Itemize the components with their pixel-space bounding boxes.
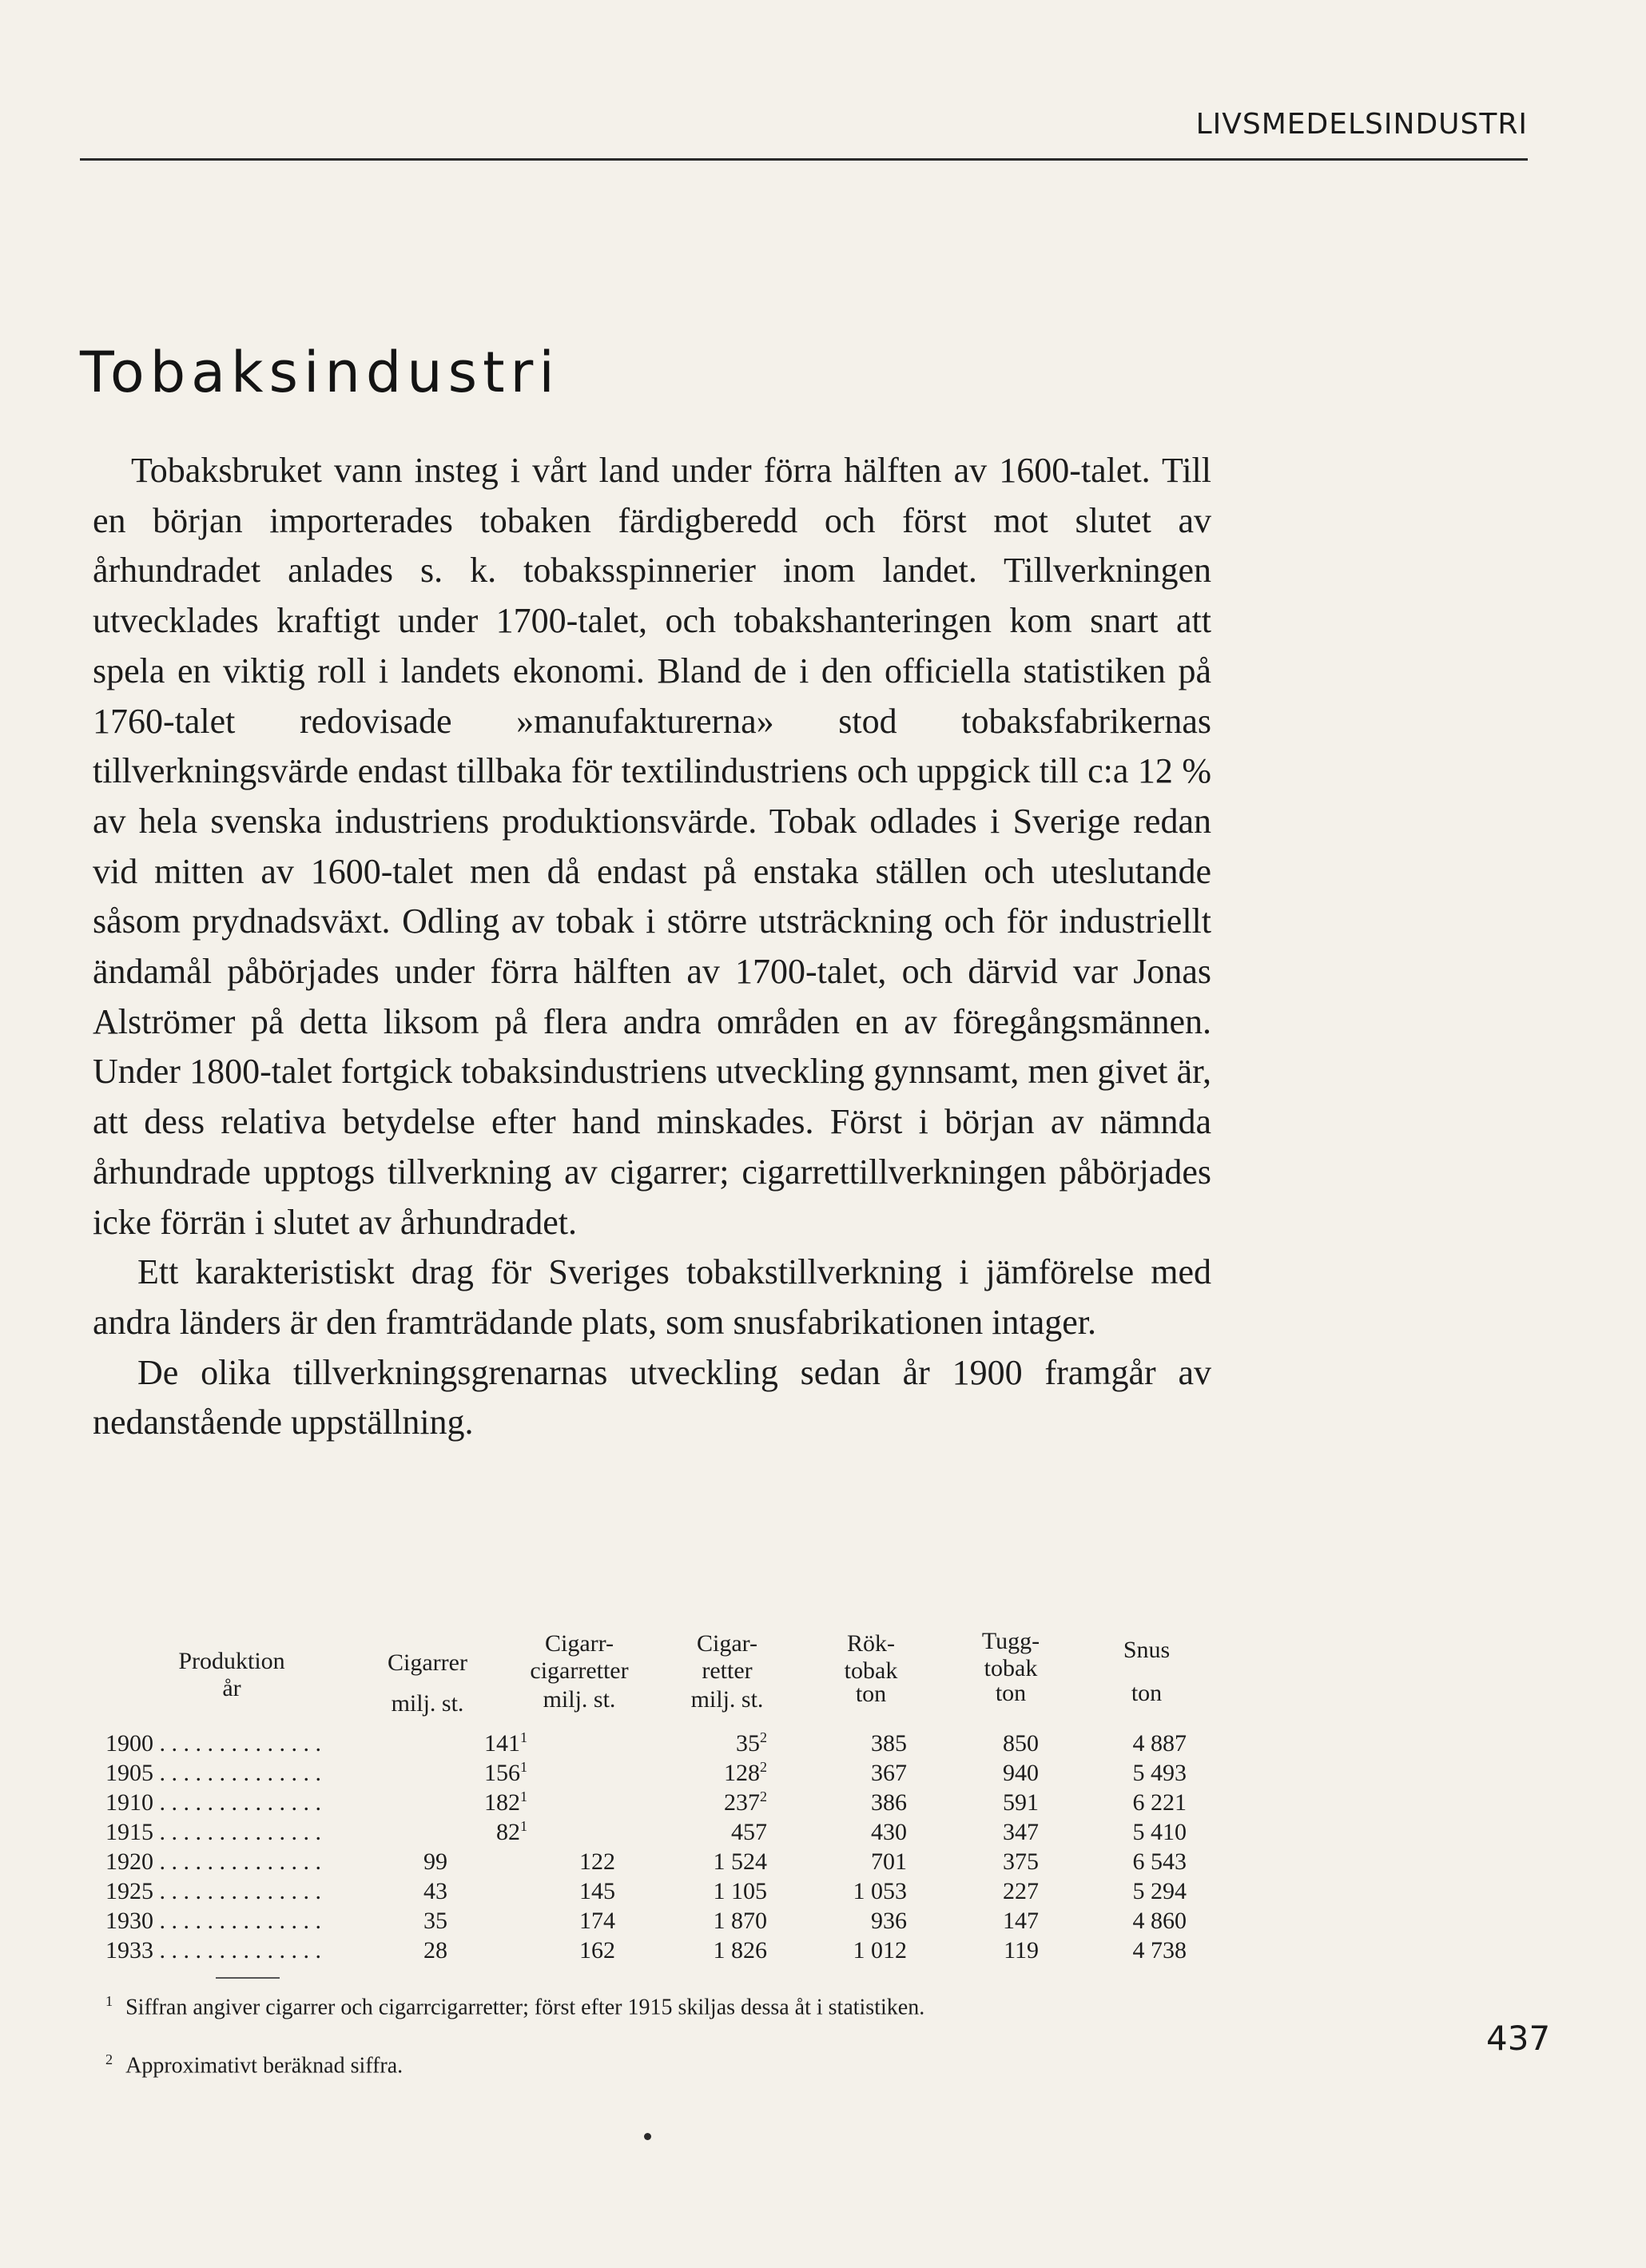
- cell-cigarretter: 1 105: [713, 1878, 767, 1904]
- cell-cigarrer: 28: [423, 1937, 447, 1964]
- table-row-year: 1930 . . . . . . . . . . . . . .: [105, 1908, 321, 1934]
- cell-cigarrer: 99: [423, 1848, 447, 1875]
- table-row-year: 1933 . . . . . . . . . . . . . .: [105, 1937, 321, 1964]
- cell-snus: 6 221: [1132, 1789, 1187, 1816]
- cell-roktobak: 936: [871, 1908, 907, 1934]
- paragraph: De olika tillverkningsgrenarnas utveckling sedan år 1900 framgår av nedanstående uppställning.: [93, 1352, 1211, 1442]
- body-text: [93, 446, 1211, 1448]
- column-unit: ton: [855, 1681, 887, 1707]
- column-unit: ton: [1131, 1680, 1163, 1706]
- cell-cigarrcigarretter: $182^1$: [484, 1789, 527, 1816]
- cell-tuggtobak: 375: [1003, 1848, 1039, 1875]
- table-row-year: 1915 . . . . . . . . . . . . . .: [105, 1819, 321, 1845]
- cell-cigarrcigarretter: $156^1$: [484, 1759, 527, 1786]
- paragraph: Ett karakteristiskt drag för Sveriges tobakstillverkning i jämförelse med andra länders är den framträdande plats, som snusfabrikationen intager.: [93, 1252, 1211, 1342]
- footnote: $^1$ Siffran angiver cigarrer och cigarrcigarretter; först efter 1915 skiljas dessa åt i statistiken.: [105, 1993, 925, 2020]
- footnote: $^2$ Approximativt beräknad siffra.: [105, 2051, 404, 2079]
- cell-tuggtobak: 227: [1003, 1878, 1039, 1904]
- column-unit: milj. st.: [391, 1690, 464, 1717]
- table-row-year: 1910 . . . . . . . . . . . . . .: [105, 1789, 321, 1816]
- column-header: Cigarr- cigarretter: [530, 1630, 629, 1684]
- ink-speck: [644, 2133, 651, 2140]
- column-header: Snus: [1123, 1637, 1171, 1663]
- cell-snus: 4 887: [1132, 1730, 1187, 1757]
- cell-cigarrcigarretter: $82^1$: [496, 1818, 527, 1845]
- page-number: 437: [1486, 2019, 1551, 2058]
- table-row-year: 1900 . . . . . . . . . . . . . .: [105, 1730, 321, 1757]
- cell-cigarretter: 1 870: [713, 1908, 767, 1934]
- cell-cigarretter: 1 826: [713, 1937, 767, 1964]
- cell-snus: 4 738: [1132, 1937, 1187, 1964]
- cell-roktobak: 1 053: [853, 1878, 907, 1904]
- section-title: Tobaksindustri: [80, 340, 560, 405]
- cell-tuggtobak: 147: [1003, 1908, 1039, 1934]
- column-header: Rök- tobak: [844, 1630, 898, 1684]
- column-unit: milj. st.: [690, 1686, 764, 1713]
- cell-roktobak: 701: [871, 1848, 907, 1875]
- table-row-year: 1905 . . . . . . . . . . . . . .: [105, 1760, 321, 1786]
- running-header: LIVSMEDELSINDUSTRI: [1195, 108, 1528, 141]
- cell-roktobak: 1 012: [853, 1937, 907, 1964]
- cell-tuggtobak: 347: [1003, 1819, 1039, 1845]
- cell-tuggtobak: 850: [1003, 1730, 1039, 1757]
- cell-cigarretter: $237^2$: [724, 1789, 767, 1816]
- cell-snus: 5 493: [1132, 1760, 1187, 1786]
- header-rule: [80, 158, 1528, 161]
- cell-snus: 5 294: [1132, 1878, 1187, 1904]
- cell-cigarretter: 1 524: [713, 1848, 767, 1875]
- cell-cigarrcigarretter: 174: [579, 1908, 615, 1934]
- footnote-rule: [216, 1977, 280, 1979]
- cell-roktobak: 367: [871, 1760, 907, 1786]
- cell-cigarretter: 457: [731, 1819, 767, 1845]
- cell-snus: 5 410: [1132, 1819, 1187, 1845]
- cell-cigarrcigarretter: 162: [579, 1937, 615, 1964]
- cell-cigarrcigarretter: $141^1$: [484, 1729, 527, 1757]
- cell-snus: 4 860: [1132, 1908, 1187, 1934]
- table-row-year: 1925 . . . . . . . . . . . . . .: [105, 1878, 321, 1904]
- cell-cigarretter: $128^2$: [724, 1759, 767, 1786]
- paragraph: Tobaksbruket vann insteg i vårt land under förra hälften av 1600-talet. Till en början importerades tobaken färdigberedd och först mot slutet av århundradet anlades s. k. tobaksspinnerier inom landet. Tillverkningen utvecklades kraftigt under 1700-talet, och tobakshanteringen kom snart att spela en viktig roll i landets ekonomi. Bland de i den officiella statistiken på 1760-talet redovisade »manufakturerna» stod tobaksfabrikernas tillverkningsvärde endast tillbaka för textilindustriens och uppgick till c:a 12 % av hela svenska industriens produktionsvärde. Tobak odlades i Sverige redan vid mitten av 1600-talet men då endast på enstaka ställen och uteslutande såsom prydnadsväxt. Odling av tobak i större utsträckning och för industriellt ändamål påbörjades under förra hälften av 1700-talet, och därvid var Jonas Alströmer på detta liksom på flera andra områden en av föregångsmännen. Under 1800-talet fortgick tobaksindustriens utveckling gynnsamt, men givet är, att dess relativa betydelse efter hand minskades. Först i början av nämnda århundrade upptogs tillverkning av cigarrer; cigarrettillverkningen påbörjades icke förrän i slutet av århundradet.: [93, 451, 1211, 1242]
- cell-cigarretter: $35^2$: [736, 1729, 767, 1757]
- cell-tuggtobak: 940: [1003, 1760, 1039, 1786]
- column-unit: ton: [995, 1680, 1027, 1706]
- cell-tuggtobak: 591: [1003, 1789, 1039, 1816]
- column-header: Produktion år: [178, 1648, 285, 1701]
- table-row-year: 1920 . . . . . . . . . . . . . .: [105, 1848, 321, 1875]
- cell-roktobak: 430: [871, 1819, 907, 1845]
- cell-snus: 6 543: [1132, 1848, 1187, 1875]
- cell-cigarrer: 43: [423, 1878, 447, 1904]
- cell-roktobak: 385: [871, 1730, 907, 1757]
- cell-tuggtobak: 119: [1004, 1937, 1039, 1964]
- cell-roktobak: 386: [871, 1789, 907, 1816]
- cell-cigarrcigarretter: 145: [579, 1878, 615, 1904]
- column-header: Cigarrer: [388, 1649, 467, 1676]
- column-unit: milj. st.: [543, 1686, 616, 1713]
- column-header: Cigar- retter: [696, 1630, 758, 1684]
- cell-cigarrcigarretter: 122: [579, 1848, 615, 1875]
- cell-cigarrer: 35: [423, 1908, 447, 1934]
- column-header: Tugg- tobak: [981, 1628, 1040, 1681]
